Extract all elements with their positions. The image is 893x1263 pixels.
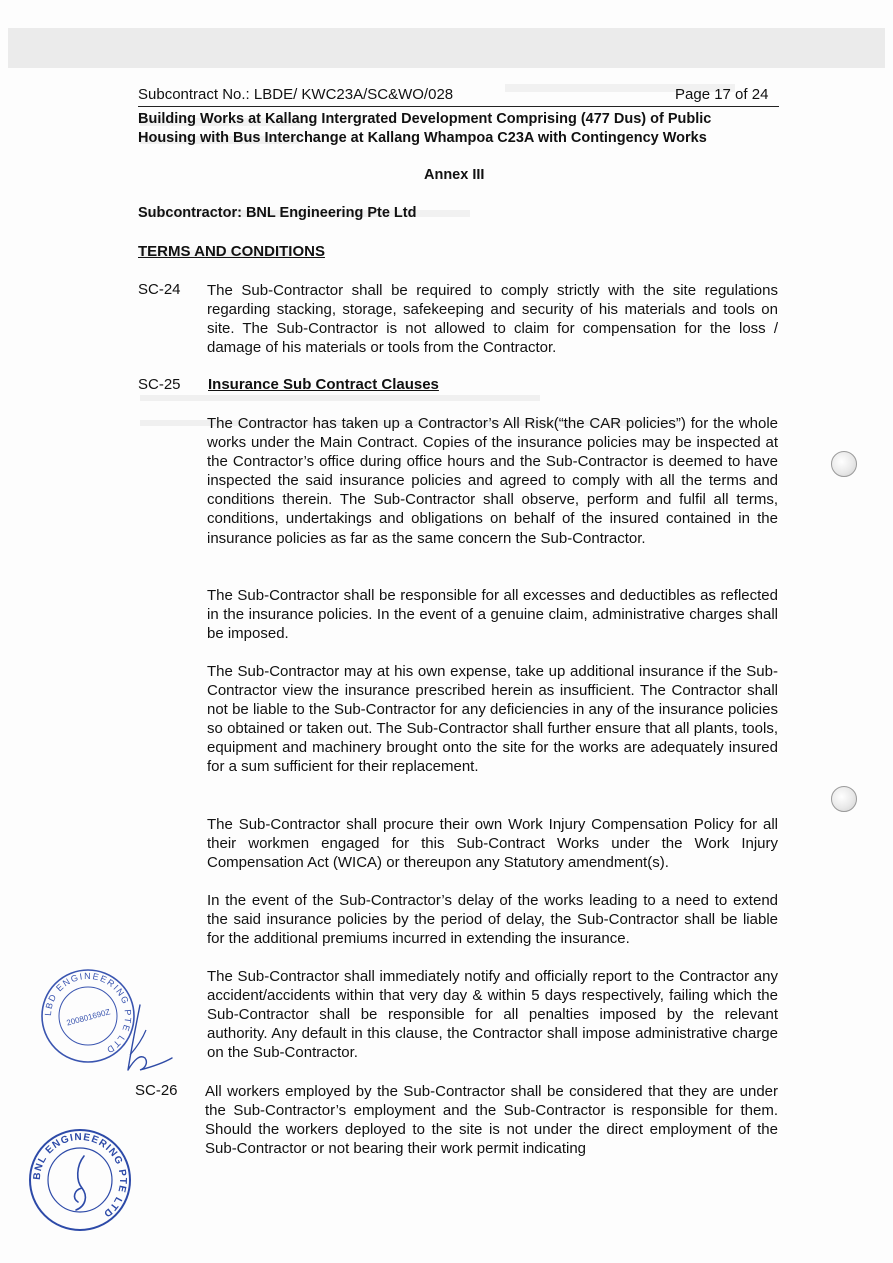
annex-label: Annex III	[424, 167, 485, 183]
sc25-paragraph-1: The Contractor has taken up a Contractor’s All Risk(“the CAR policies”) for the whole works under the Main Contract. Copies of the insurance policies may be inspected at the Contractor’s office during office hours and the Sub-Contractor is deemed to have inspected the said insurance policies and agreed to comply with all the terms and conditions therein. The Sub-Contractor shall observe, perform and fulfil all terms, conditions, undertakings and obligations on behalf of the insured contained in the insurance policies as far as the same concern the Sub-Contractor.	[207, 415, 778, 547]
sc25-paragraph-4: The Sub-Contractor shall procure their own Work Injury Compensation Policy for all their workmen engaged for this Sub-Contract Works under the Work Injury Compensation Act (WICA) or thereupon any Statutory amendment(s).	[207, 816, 778, 872]
svg-text:BNL ENGINEERING PTE LTD: BNL ENGINEERING PTE LTD	[31, 1131, 129, 1220]
svg-text:200801690Z: 200801690Z	[65, 1007, 112, 1028]
sc25-paragraph-5: In the event of the Sub-Contractor’s delay of the works leading to a need to extend the said insurance policies by the period of delay, the Sub-Contractor shall be liable for the additional premiums incurred in extending the insurance.	[207, 892, 778, 948]
page-number: Page 17 of 24	[675, 86, 769, 103]
section-heading: TERMS AND CONDITIONS	[138, 243, 325, 260]
clause-text-sc26: All workers employed by the Sub-Contractor shall be considered that they are under the Sub-Contractor’s employment and the Sub-Contractor is responsible for them. Should the workers deployed to the site is not under the direct employment of the Sub-Contractor or not bearing their work permit indicating	[205, 1083, 778, 1158]
clause-heading-sc25: Insurance Sub Contract Clauses	[208, 376, 439, 393]
clause-text-sc24: The Sub-Contractor shall be required to comply strictly with the site regulations regarding stacking, storage, safekeeping and security of his materials and tools on site. The Sub-Contractor is not allowed to claim for compensation for the loss / damage of his materials or tools from the Contractor.	[207, 282, 778, 357]
bnl-company-stamp	[26, 1126, 134, 1234]
sc25-paragraph-3: The Sub-Contractor may at his own expense, take up additional insurance if the Sub-Contractor view the insurance prescribed herein as insufficient. The Contractor shall not be liable to the Sub-Contractor for any deficiencies in any of the insurance policies so obtained or taken out. The Sub-Contractor shall further ensure that all plants, tools, equipment and machinery brought onto the site for the works are adequately insured for a sum sufficient for their replacement.	[207, 663, 778, 776]
header-rule	[138, 106, 779, 107]
subcontract-reference: Subcontract No.: LBDE/ KWC23A/SC&WO/028	[138, 86, 454, 103]
subcontractor-name: Subcontractor: BNL Engineering Pte Ltd	[138, 205, 417, 221]
handwritten-signature	[110, 1000, 180, 1075]
clause-number-sc26: SC-26	[135, 1082, 178, 1099]
clause-number-sc25: SC-25	[138, 376, 181, 393]
document-title: Building Works at Kallang Intergrated Development Comprising (477 Dus) of Public Housing with Bus Interchange at Kallang Whampoa C23A with Contingency Works	[138, 111, 712, 146]
clause-number-sc24: SC-24	[138, 281, 181, 298]
sc25-paragraph-2: The Sub-Contractor shall be responsible for all excesses and deductibles as reflected in the insurance policies. In the event of a genuine claim, administrative charges shall be imposed.	[207, 587, 778, 643]
svg-text:LBD ENGINEERING PTE LTD: LBD ENGINEERING PTE LTD	[42, 970, 134, 1056]
punch-hole-lower	[831, 786, 857, 812]
sc25-paragraph-6: The Sub-Contractor shall immediately notify and officially report to the Contractor any accident/accidents within that very day & within 5 days respectively, failing which the Sub-Contractor shall be responsible for all penalties imposed by the relevant authority. Any default in this clause, the Contractor shall impose administrative charge on the Sub-Contractor.	[207, 968, 778, 1062]
punch-hole-upper	[831, 451, 857, 477]
